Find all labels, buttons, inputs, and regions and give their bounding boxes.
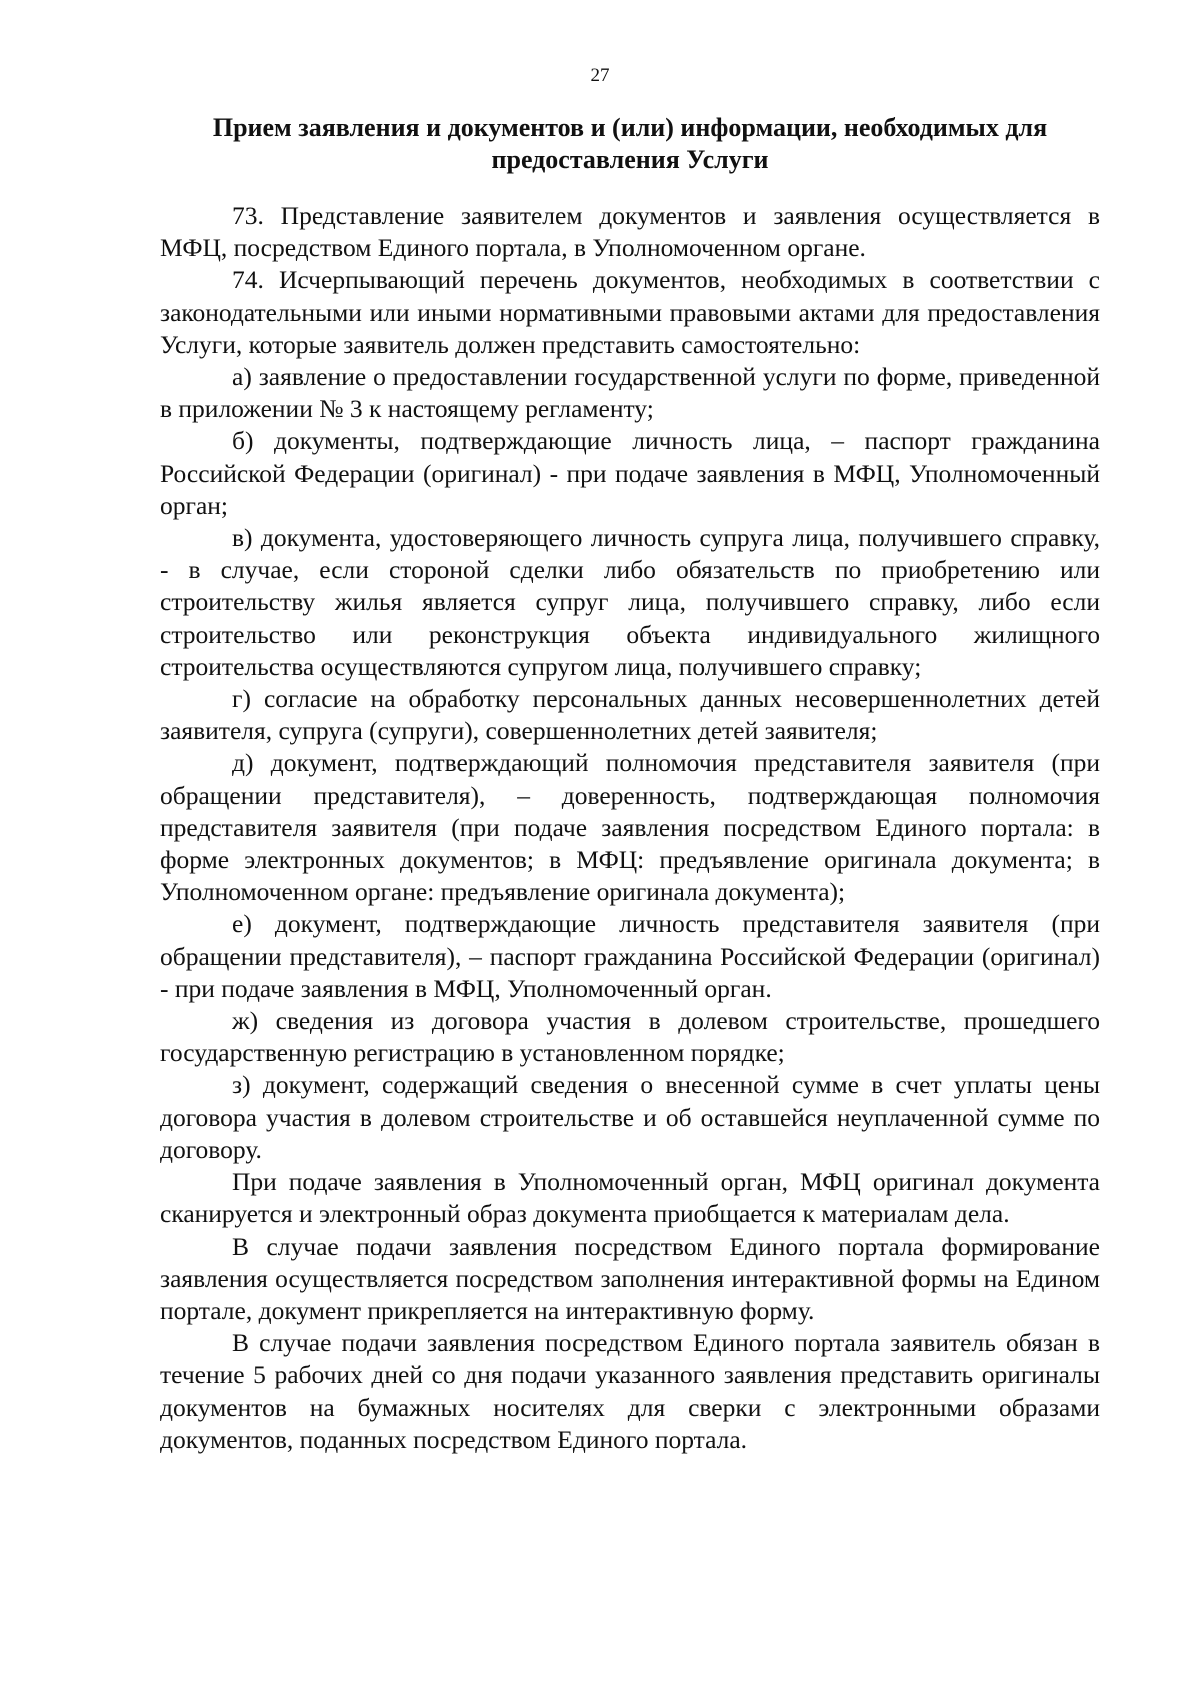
list-item-b: б) документы, подтверждающие личность лица, – паспорт гражданина Российской Федерации (оригинал) - при подаче заявления в МФЦ, Уполномоченный орган; [160,426,1100,520]
section-heading [160,112,1100,176]
paragraph-73: 73. Представление заявителем документов и заявления осуществляется в МФЦ, посредством Единого портала, в Уполномоченном органе. [160,201,1100,263]
section-heading-line-1: Прием заявления и документов и (или) информации, необходимых для [212,113,1048,142]
list-item-v: в) документа, удостоверяющего личность супруга лица, получившего справку, - в случае, если стороной сделки либо обязательств по приобретению или строительству жилья является супруг лица, получившего справку, либо если строительство или реконструкция объекта индивидуального жилищного строительства осуществляются супругом лица, получившего справку; [160,523,1100,681]
list-item-a: а) заявление о предоставлении государственной услуги по форме, приведенной в приложении № 3 к настоящему регламенту; [160,362,1100,424]
paragraph-portal-form: В случае подачи заявления посредством Единого портала формирование заявления осуществляется посредством заполнения интерактивной формы на Едином портале, документ прикрепляется на интерактивную форму. [160,1231,1100,1325]
list-item-z: з) документ, содержащий сведения о внесенной сумме в счет уплаты цены договора участия в долевом строительстве и об оставшейся неуплаченной сумме по договору. [160,1070,1100,1164]
paragraph-74: 74. Исчерпывающий перечень документов, необходимых в соответствии с законодательными или иными нормативными правовыми актами для предоставления Услуги, которые заявитель должен представить самостоятельно: [160,265,1100,359]
page-number: 27 [590,65,610,86]
list-item-g: г) согласие на обработку персональных данных несовершеннолетних детей заявителя, супруга (супруги), совершеннолетних детей заявителя; [160,684,1100,746]
document-body [160,200,1100,1456]
section-heading-line-2: предоставления Услуги [491,145,769,174]
list-item-e: е) документ, подтверждающие личность представителя заявителя (при обращении представителя), – паспорт гражданина Российской Федерации (оригинал) - при подаче заявления в МФЦ, Уполномоченный орган. [160,909,1100,1003]
paragraph-originals-deadline: В случае подачи заявления посредством Единого портала заявитель обязан в течение 5 рабочих дней со дня подачи указанного заявления представить оригиналы документов на бумажных носителях для сверки с электронными образами документов, поданных посредством Единого портала. [160,1328,1100,1454]
paragraph-scanning: При подаче заявления в Уполномоченный орган, МФЦ оригинал документа сканируется и электронный образ документа приобщается к материалам дела. [160,1167,1100,1229]
list-item-zh: ж) сведения из договора участия в долевом строительстве, прошедшего государственную регистрацию в установленном порядке; [160,1006,1100,1068]
list-item-d: д) документ, подтверждающий полномочия представителя заявителя (при обращении представителя), – доверенность, подтверждающая полномочия представителя заявителя (при подаче заявления посредством Единого портала: в форме электронных документов; в МФЦ: предъявление оригинала документа; в Уполномоченном органе: предъявление оригинала документа); [160,748,1100,907]
